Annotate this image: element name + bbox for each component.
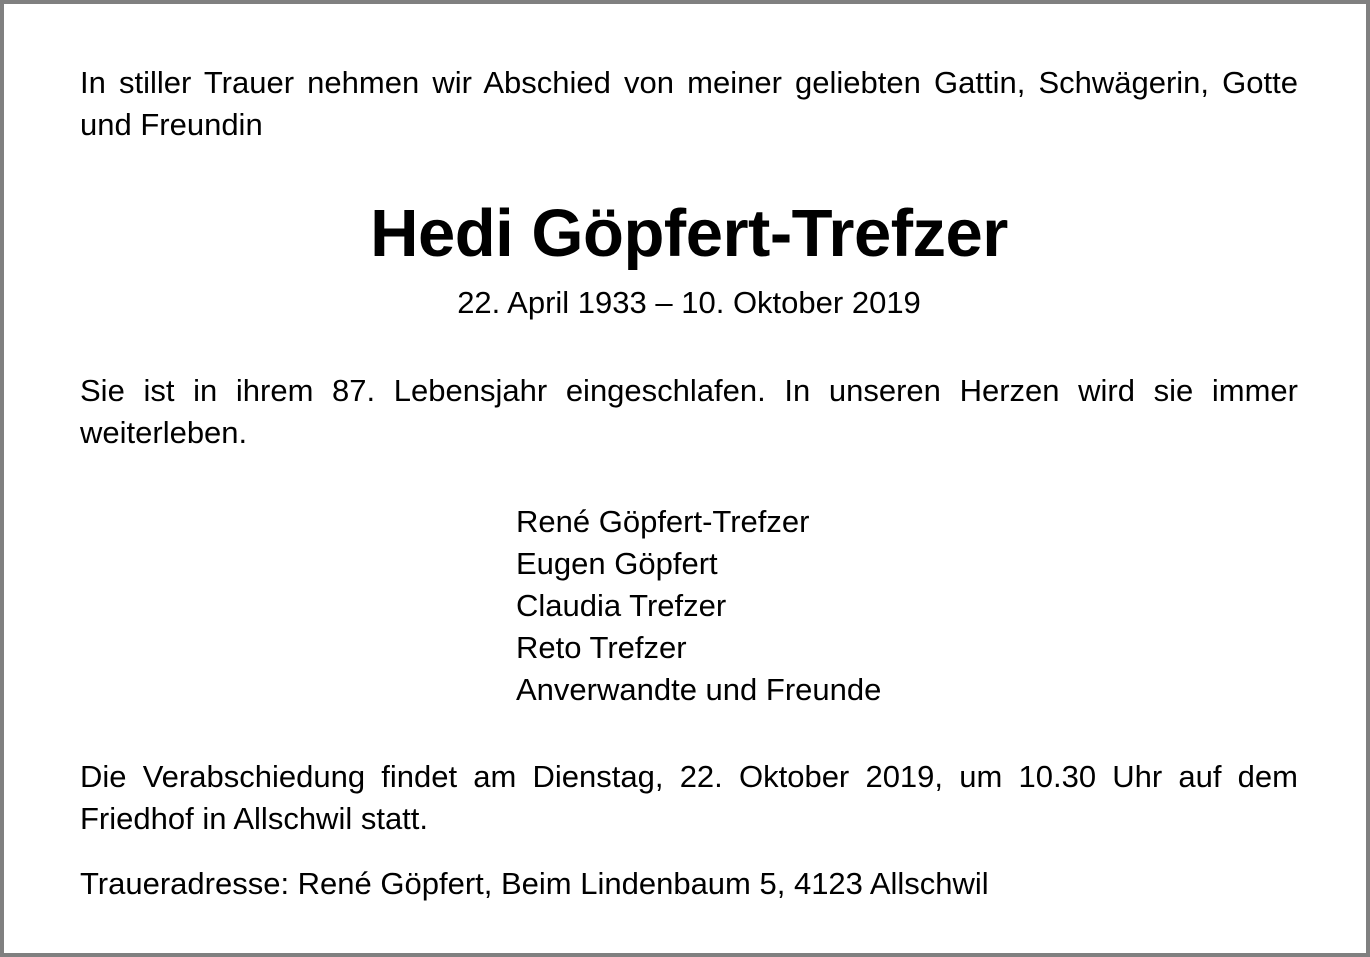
intro-text: In stiller Trauer nehmen wir Abschied von meiner geliebten Gattin, Schwägerin, Gotte und Freundin xyxy=(80,65,1298,142)
passage-text: Sie ist in ihrem 87. Lebensjahr eingeschlafen. In unseren Herzen wird sie immer weiterleben. xyxy=(80,373,1298,450)
mourner-name: Claudia Trefzer xyxy=(516,588,727,623)
life-dates: 22. April 1933 – 10. Oktober 2019 xyxy=(457,285,921,320)
mourners-list xyxy=(516,501,881,711)
mourner-name: Reto Trefzer xyxy=(516,630,687,665)
deceased-name: Hedi Göpfert-Trefzer xyxy=(370,196,1008,271)
mourner-name: René Göpfert-Trefzer xyxy=(516,504,810,539)
mourner-name: Anverwandte und Freunde xyxy=(516,672,882,707)
mourning-address: Traueradresse: René Göpfert, Beim Lindenbaum 5, 4123 Allschwil xyxy=(80,866,989,901)
mourner-name: Eugen Göpfert xyxy=(516,546,718,581)
ceremony-text: Die Verabschiedung findet am Dienstag, 22. Oktober 2019, um 10.30 Uhr auf dem Friedhof in Allschwil statt. xyxy=(80,759,1298,836)
